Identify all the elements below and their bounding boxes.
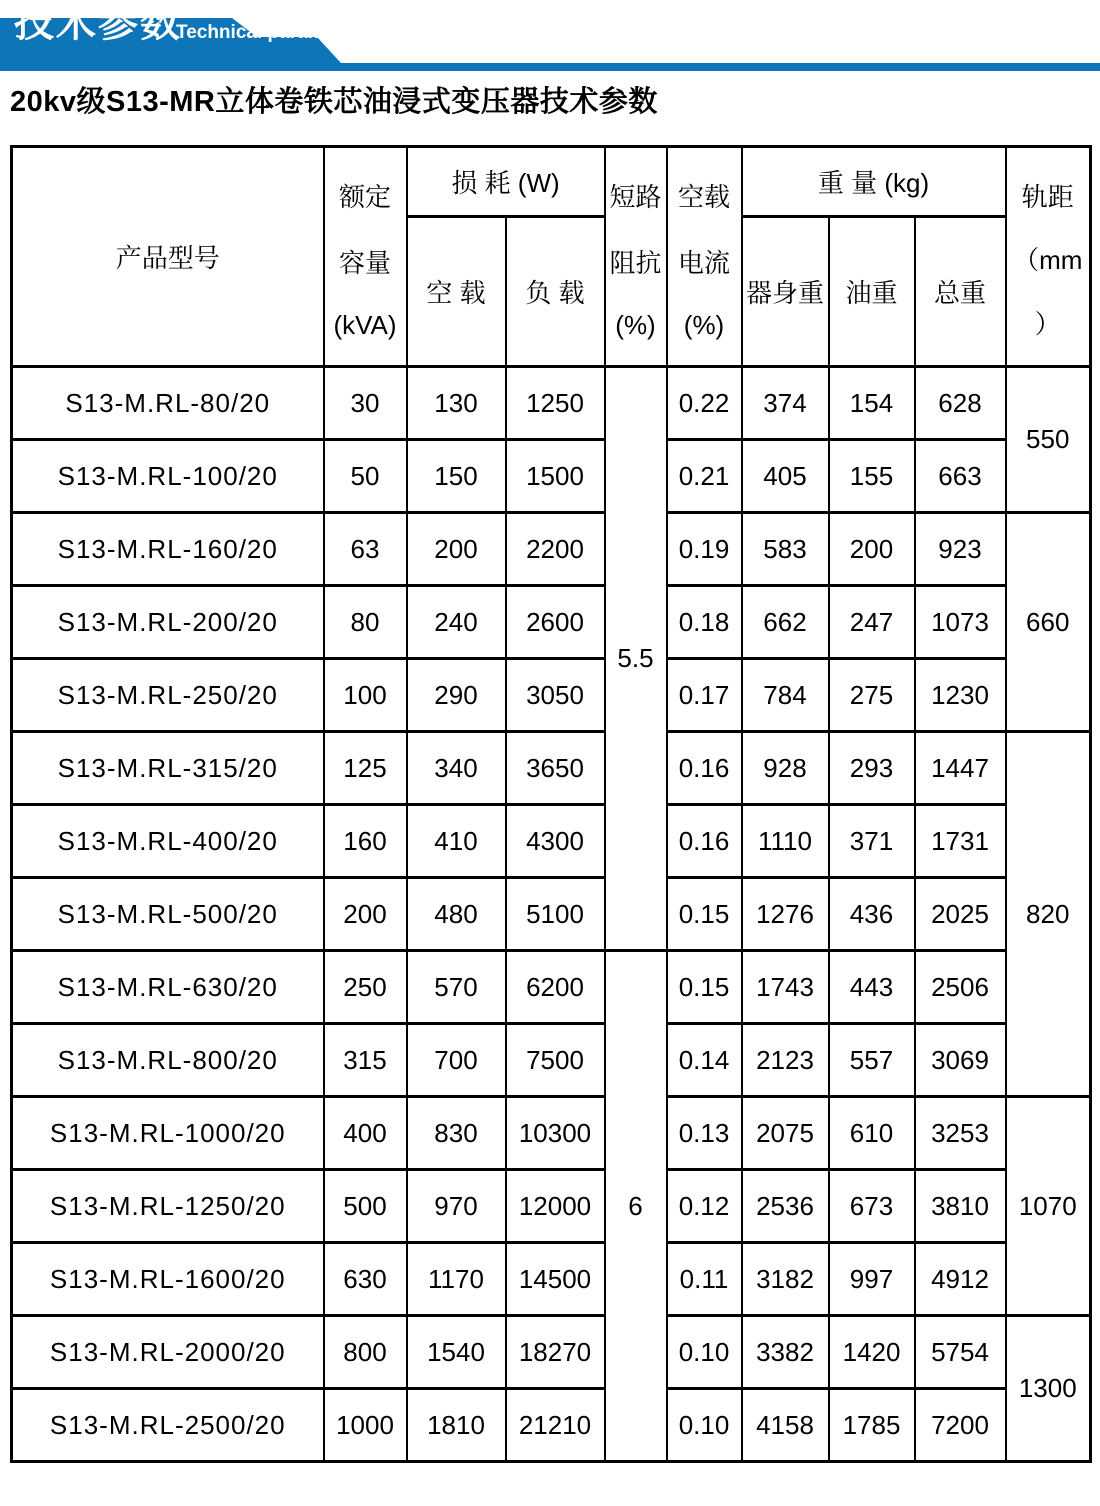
cell-total-weight: 1447 xyxy=(915,732,1006,805)
cell-body-weight: 784 xyxy=(742,659,829,732)
cell-model: S13-M.RL-315/20 xyxy=(12,732,324,805)
cell-oil-weight: 371 xyxy=(829,805,915,878)
cell-oil-weight: 1785 xyxy=(829,1389,915,1462)
cell-rated-capacity: 160 xyxy=(324,805,407,878)
cell-load-loss: 5100 xyxy=(506,878,605,951)
cell-no-load-current: 0.22 xyxy=(667,367,742,440)
cell-oil-weight: 557 xyxy=(829,1024,915,1097)
cell-no-load-loss: 1170 xyxy=(407,1243,506,1316)
col-header-oil-weight: 油重 xyxy=(829,217,915,367)
cell-total-weight: 3253 xyxy=(915,1097,1006,1170)
col-header-body-weight: 器身重 xyxy=(742,217,829,367)
table-row xyxy=(12,1097,1091,1170)
cell-total-weight: 923 xyxy=(915,513,1006,586)
cell-total-weight: 1731 xyxy=(915,805,1006,878)
impedance-lines xyxy=(606,151,666,363)
cell-load-loss: 1250 xyxy=(506,367,605,440)
cell-load-loss: 2600 xyxy=(506,586,605,659)
cell-body-weight: 405 xyxy=(742,440,829,513)
cell-oil-weight: 997 xyxy=(829,1243,915,1316)
col-header-rated-capacity xyxy=(324,147,407,367)
cell-rated-capacity: 1000 xyxy=(324,1389,407,1462)
cell-no-load-current: 0.14 xyxy=(667,1024,742,1097)
cell-total-weight: 663 xyxy=(915,440,1006,513)
table-row xyxy=(12,732,1091,805)
cell-model: S13-M.RL-160/20 xyxy=(12,513,324,586)
table-row xyxy=(12,1170,1091,1243)
header-line: （mm xyxy=(1013,245,1083,275)
col-header-no-load-loss: 空 载 xyxy=(407,217,506,367)
table-row xyxy=(12,513,1091,586)
cell-oil-weight: 247 xyxy=(829,586,915,659)
header-row-group xyxy=(12,147,1091,217)
cell-rated-capacity: 315 xyxy=(324,1024,407,1097)
table-row xyxy=(12,1389,1091,1462)
cell-load-loss: 18270 xyxy=(506,1316,605,1389)
cell-model: S13-M.RL-630/20 xyxy=(12,951,324,1024)
cell-load-loss: 7500 xyxy=(506,1024,605,1097)
cell-load-loss: 2200 xyxy=(506,513,605,586)
cell-model: S13-M.RL-2500/20 xyxy=(12,1389,324,1462)
cell-oil-weight: 1420 xyxy=(829,1316,915,1389)
header-line: 空载 xyxy=(677,181,730,212)
banner-title-en: Technical parameter xyxy=(176,22,360,43)
cell-load-loss: 1500 xyxy=(506,440,605,513)
cell-oil-weight: 610 xyxy=(829,1097,915,1170)
cell-no-load-current: 0.19 xyxy=(667,513,742,586)
cell-oil-weight: 673 xyxy=(829,1170,915,1243)
cell-no-load-loss: 240 xyxy=(407,586,506,659)
cell-oil-weight: 154 xyxy=(829,367,915,440)
col-header-weight-group: 重 量 (kg) xyxy=(742,147,1006,217)
header-line: ） xyxy=(1034,308,1061,339)
cell-no-load-current: 0.18 xyxy=(667,586,742,659)
cell-total-weight: 1230 xyxy=(915,659,1006,732)
cell-load-loss: 10300 xyxy=(506,1097,605,1170)
cell-rated-capacity: 63 xyxy=(324,513,407,586)
cell-oil-weight: 293 xyxy=(829,732,915,805)
cell-model: S13-M.RL-2000/20 xyxy=(12,1316,324,1389)
cell-oil-weight: 436 xyxy=(829,878,915,951)
cell-body-weight: 662 xyxy=(742,586,829,659)
cell-no-load-current: 0.21 xyxy=(667,440,742,513)
cell-oil-weight: 443 xyxy=(829,951,915,1024)
cell-model: S13-M.RL-1000/20 xyxy=(12,1097,324,1170)
cell-no-load-loss: 290 xyxy=(407,659,506,732)
cell-no-load-current: 0.10 xyxy=(667,1316,742,1389)
cell-gauge: 550 xyxy=(1006,367,1091,513)
cell-gauge: 1300 xyxy=(1006,1316,1091,1462)
cell-body-weight: 374 xyxy=(742,367,829,440)
header-line: (%) xyxy=(683,309,725,340)
cell-load-loss: 3650 xyxy=(506,732,605,805)
cell-rated-capacity: 100 xyxy=(324,659,407,732)
cell-total-weight: 2506 xyxy=(915,951,1006,1024)
col-header-loss-group: 损 耗 (W) xyxy=(407,147,605,217)
cell-body-weight: 2123 xyxy=(742,1024,829,1097)
cell-rated-capacity: 800 xyxy=(324,1316,407,1389)
cell-total-weight: 3810 xyxy=(915,1170,1006,1243)
header-line: (kVA) xyxy=(333,309,397,340)
cell-no-load-loss: 200 xyxy=(407,513,506,586)
cell-gauge: 1070 xyxy=(1006,1097,1091,1316)
cell-model: S13-M.RL-400/20 xyxy=(12,805,324,878)
cell-model: S13-M.RL-80/20 xyxy=(12,367,324,440)
cell-no-load-current: 0.12 xyxy=(667,1170,742,1243)
col-header-short-circuit-impedance xyxy=(605,147,667,367)
cell-body-weight: 2536 xyxy=(742,1170,829,1243)
cell-no-load-current: 0.11 xyxy=(667,1243,742,1316)
table-row xyxy=(12,951,1091,1024)
cell-load-loss: 12000 xyxy=(506,1170,605,1243)
cell-load-loss: 3050 xyxy=(506,659,605,732)
cell-no-load-current: 0.13 xyxy=(667,1097,742,1170)
cell-no-load-loss: 700 xyxy=(407,1024,506,1097)
cell-no-load-loss: 1540 xyxy=(407,1316,506,1389)
cell-body-weight: 583 xyxy=(742,513,829,586)
cell-model: S13-M.RL-500/20 xyxy=(12,878,324,951)
no-load-current-lines xyxy=(668,151,741,363)
cell-rated-capacity: 200 xyxy=(324,878,407,951)
cell-rated-capacity: 125 xyxy=(324,732,407,805)
cell-short-circuit-impedance: 5.5 xyxy=(605,367,667,951)
table-row xyxy=(12,367,1091,440)
cell-model: S13-M.RL-1600/20 xyxy=(12,1243,324,1316)
cell-total-weight: 7200 xyxy=(915,1389,1006,1462)
cell-no-load-loss: 570 xyxy=(407,951,506,1024)
cell-no-load-loss: 410 xyxy=(407,805,506,878)
table-row xyxy=(12,1024,1091,1097)
cell-load-loss: 6200 xyxy=(506,951,605,1024)
header-line: 阻抗 xyxy=(609,248,662,278)
cell-rated-capacity: 630 xyxy=(324,1243,407,1316)
cell-oil-weight: 200 xyxy=(829,513,915,586)
cell-total-weight: 4912 xyxy=(915,1243,1006,1316)
cell-load-loss: 4300 xyxy=(506,805,605,878)
cell-body-weight: 3382 xyxy=(742,1316,829,1389)
cell-oil-weight: 275 xyxy=(829,659,915,732)
cell-model: S13-M.RL-100/20 xyxy=(12,440,324,513)
cell-no-load-loss: 970 xyxy=(407,1170,506,1243)
cell-rated-capacity: 500 xyxy=(324,1170,407,1243)
gauge-lines xyxy=(1007,151,1090,363)
cell-no-load-loss: 830 xyxy=(407,1097,506,1170)
header-line: 轨距 xyxy=(1021,181,1074,212)
table-row xyxy=(12,878,1091,951)
rated-capacity-lines xyxy=(325,151,406,363)
header-line: 额定 xyxy=(338,181,391,212)
cell-gauge: 660 xyxy=(1006,513,1091,732)
header-line: 电流 xyxy=(677,248,730,278)
table-body xyxy=(12,367,1091,1462)
cell-no-load-loss: 340 xyxy=(407,732,506,805)
cell-body-weight: 2075 xyxy=(742,1097,829,1170)
cell-model: S13-M.RL-250/20 xyxy=(12,659,324,732)
banner-title-zh: 技术参数 xyxy=(14,1,182,45)
header-line: 短路 xyxy=(609,181,662,212)
cell-model: S13-M.RL-200/20 xyxy=(12,586,324,659)
cell-no-load-current: 0.15 xyxy=(667,878,742,951)
table-row xyxy=(12,586,1091,659)
col-header-no-load-current xyxy=(667,147,742,367)
spec-table xyxy=(10,145,1092,1463)
col-header-gauge xyxy=(1006,147,1091,367)
cell-total-weight: 1073 xyxy=(915,586,1006,659)
cell-body-weight: 928 xyxy=(742,732,829,805)
cell-model: S13-M.RL-800/20 xyxy=(12,1024,324,1097)
cell-no-load-loss: 480 xyxy=(407,878,506,951)
cell-no-load-current: 0.17 xyxy=(667,659,742,732)
cell-model: S13-M.RL-1250/20 xyxy=(12,1170,324,1243)
cell-no-load-loss: 150 xyxy=(407,440,506,513)
cell-no-load-current: 0.10 xyxy=(667,1389,742,1462)
cell-no-load-current: 0.16 xyxy=(667,732,742,805)
cell-no-load-loss: 1810 xyxy=(407,1389,506,1462)
cell-no-load-loss: 130 xyxy=(407,367,506,440)
cell-body-weight: 4158 xyxy=(742,1389,829,1462)
cell-body-weight: 1743 xyxy=(742,951,829,1024)
cell-body-weight: 1276 xyxy=(742,878,829,951)
table-row xyxy=(12,440,1091,513)
table-row xyxy=(12,659,1091,732)
cell-oil-weight: 155 xyxy=(829,440,915,513)
cell-rated-capacity: 30 xyxy=(324,367,407,440)
col-header-product-model: 产品型号 xyxy=(12,147,324,367)
cell-rated-capacity: 50 xyxy=(324,440,407,513)
cell-load-loss: 21210 xyxy=(506,1389,605,1462)
table-row xyxy=(12,1243,1091,1316)
cell-total-weight: 5754 xyxy=(915,1316,1006,1389)
cell-total-weight: 628 xyxy=(915,367,1006,440)
cell-total-weight: 2025 xyxy=(915,878,1006,951)
cell-rated-capacity: 400 xyxy=(324,1097,407,1170)
page-title: 20kv级S13-MR立体卷铁芯油浸式变压器技术参数 xyxy=(10,86,658,118)
cell-gauge: 820 xyxy=(1006,732,1091,1097)
cell-body-weight: 3182 xyxy=(742,1243,829,1316)
col-header-total-weight: 总重 xyxy=(915,217,1006,367)
header-line: 容量 xyxy=(338,248,391,278)
cell-body-weight: 1110 xyxy=(742,805,829,878)
cell-rated-capacity: 250 xyxy=(324,951,407,1024)
col-header-load-loss: 负 载 xyxy=(506,217,605,367)
table-row xyxy=(12,805,1091,878)
cell-no-load-current: 0.15 xyxy=(667,951,742,1024)
table-row xyxy=(12,1316,1091,1389)
header-line: (%) xyxy=(615,309,656,340)
cell-short-circuit-impedance: 6 xyxy=(605,951,667,1462)
cell-total-weight: 3069 xyxy=(915,1024,1006,1097)
cell-no-load-current: 0.16 xyxy=(667,805,742,878)
cell-load-loss: 14500 xyxy=(506,1243,605,1316)
cell-rated-capacity: 80 xyxy=(324,586,407,659)
